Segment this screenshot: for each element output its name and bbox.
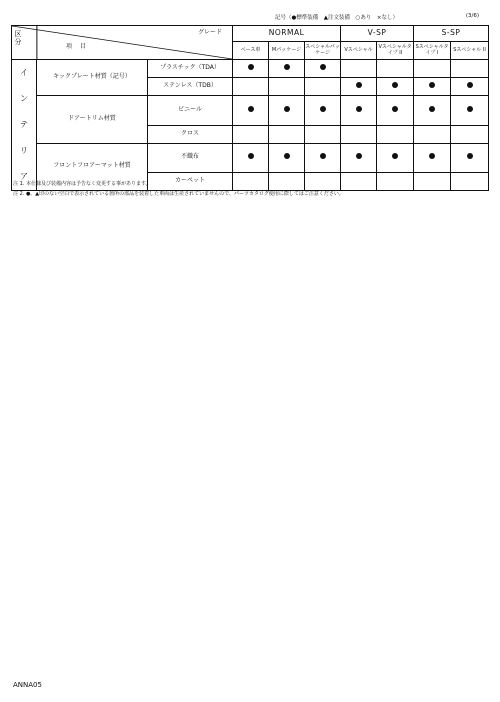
item-label: 項 目 [66,43,89,50]
table-row [12,60,489,78]
spec-table [11,25,489,191]
mark-cell [451,125,489,143]
standard-equipment-dot [467,82,473,88]
group-normal: NORMAL [233,26,341,42]
document-code: ANNA05 [13,681,42,689]
standard-equipment-dot [248,106,254,112]
standard-equipment-dot [320,64,326,70]
notes [13,179,344,199]
mark-cell [269,60,305,78]
grade-s-special-type-1: Sスペシャルタイプ I [414,42,451,60]
mark-cell [414,96,451,126]
mark-cell [269,96,305,126]
sub-nonwoven: 不織布 [148,143,233,173]
mark-cell [377,60,414,78]
mark-cell [414,78,451,96]
standard-equipment-dot [429,106,435,112]
standard-equipment-dot [248,153,254,159]
legend-text: 記号（●標準装備 ▲注文装備 ○あり ×なし） [275,15,398,21]
grade-m-package: Mパッケージ [269,42,305,60]
table-row [12,96,489,126]
standard-equipment-dot [467,153,473,159]
standard-equipment-dot [356,82,362,88]
mark-cell [233,96,269,126]
sub-stainless: ステンレス（TDB） [148,78,233,96]
mark-cell [341,60,377,78]
mark-cell [233,78,269,96]
standard-equipment-dot [392,82,398,88]
legend [275,13,479,21]
standard-equipment-dot [320,153,326,159]
note-1: 注 1. 本仕様及び装備内容は予告なく変更する事があります。 [13,181,151,187]
header-diagonal-cell [12,26,233,60]
mark-cell [341,173,377,191]
mark-cell [414,125,451,143]
page-number: (3/6) [465,13,479,19]
mark-cell [377,96,414,126]
mark-cell [414,60,451,78]
standard-equipment-dot [392,106,398,112]
standard-equipment-dot [356,153,362,159]
grade-v-special-type-2: Vスペシャルタイプ II [377,42,414,60]
mark-cell [269,125,305,143]
standard-equipment-dot [284,153,290,159]
mark-cell [233,60,269,78]
category-interior: イ ン テ リ ア [12,60,37,191]
mark-cell [269,143,305,173]
grade-v-special: Vスペシャル [341,42,377,60]
grade-s-special-2: Sスペシャル II [451,42,489,60]
standard-equipment-dot [284,64,290,70]
item-floor-mat: フロントフロアーマット材質 [37,143,148,191]
mark-cell [414,173,451,191]
mark-cell [414,143,451,173]
mark-cell [233,143,269,173]
kubun-label: 区分 [14,30,22,47]
mark-cell [341,96,377,126]
mark-cell [451,143,489,173]
grade-label: グレード [198,29,223,36]
mark-cell [305,143,341,173]
mark-cell [377,78,414,96]
group-vsp: V-SP [341,26,414,42]
standard-equipment-dot [320,106,326,112]
standard-equipment-dot [248,64,254,70]
table-row [12,143,489,173]
mark-cell [269,78,305,96]
mark-cell [341,143,377,173]
mark-cell [377,173,414,191]
mark-cell [305,125,341,143]
sub-cloth: クロス [148,125,233,143]
group-ssp: S-SP [414,26,489,42]
mark-cell [451,173,489,191]
mark-cell [233,125,269,143]
standard-equipment-dot [429,153,435,159]
mark-cell [377,143,414,173]
mark-cell [451,96,489,126]
mark-cell [305,78,341,96]
standard-equipment-dot [429,82,435,88]
grade-special-package: スペシャルパッケージ [305,42,341,60]
mark-cell [451,78,489,96]
mark-cell [341,78,377,96]
item-kick-plate: キックプレート材質（記号） [37,60,148,96]
standard-equipment-dot [356,106,362,112]
sub-vinyl: ビニール [148,96,233,126]
standard-equipment-dot [467,106,473,112]
note-2: 注 2. ●、▲印のない空白で表示されている箇所の部品を装着した車両は生産されていませんので、パーツカタログ使用に際してはご注意ください。 [13,191,344,197]
grade-base: ベース車 [233,42,269,60]
mark-cell [305,96,341,126]
item-door-trim: ドアートリム材質 [37,96,148,144]
mark-cell [305,60,341,78]
standard-equipment-dot [392,153,398,159]
mark-cell [451,60,489,78]
mark-cell [377,125,414,143]
standard-equipment-dot [284,106,290,112]
mark-cell [341,125,377,143]
sub-plastic: プラスチック（TDA） [148,60,233,78]
sub-carpet: カーペット [148,173,233,191]
